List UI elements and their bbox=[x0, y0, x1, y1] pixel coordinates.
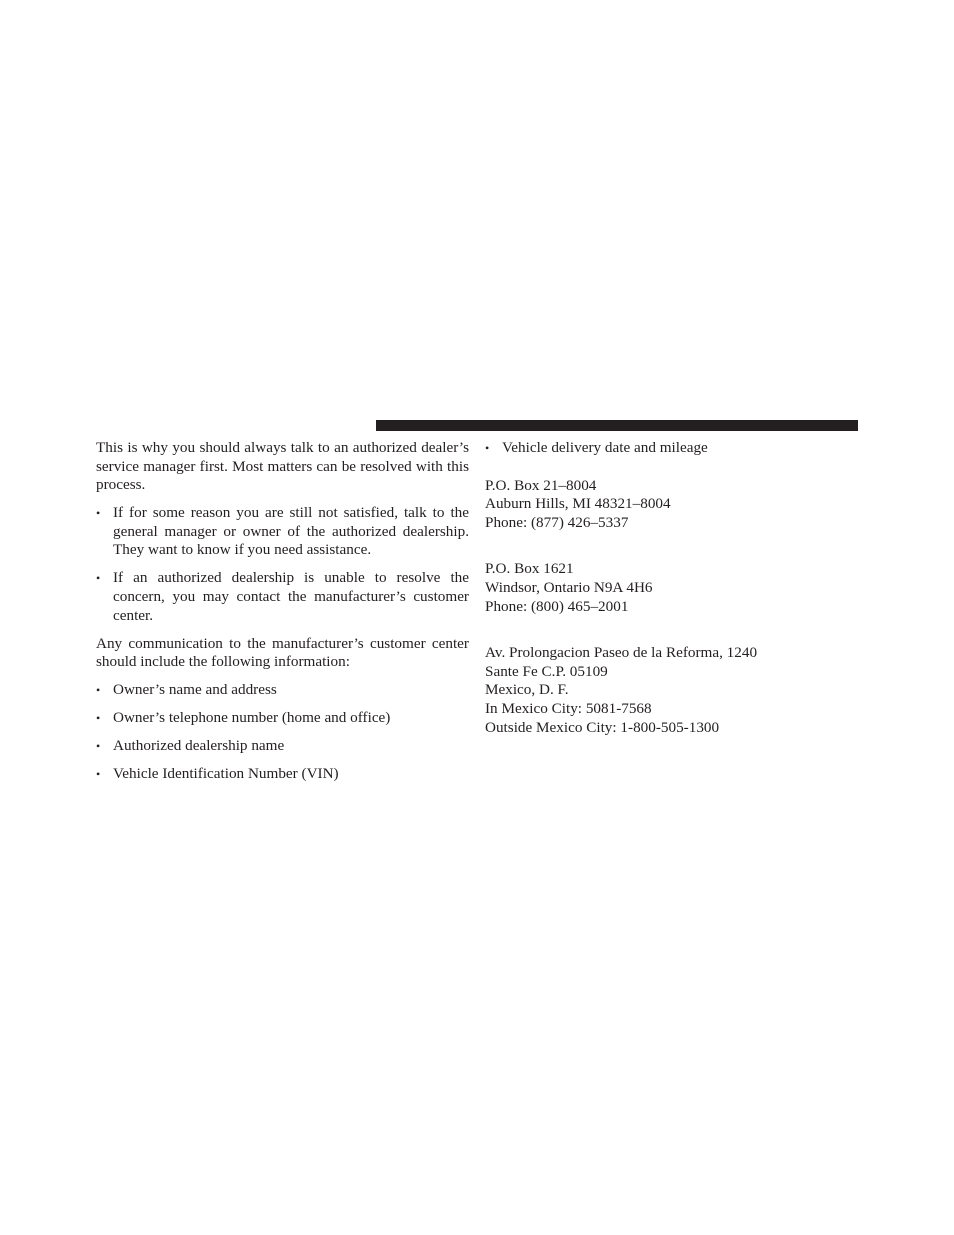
address-line: Windsor, Ontario N9A 4H6 bbox=[485, 578, 653, 596]
phone-number: Phone: (800) 465–2001 bbox=[485, 597, 629, 615]
bullet-icon: • bbox=[96, 506, 101, 521]
address-line: Auburn Hills, MI 48321–8004 bbox=[485, 495, 671, 513]
list-item-text: Authorized dealership name bbox=[113, 737, 285, 755]
section-header-bar bbox=[376, 420, 858, 431]
phone-number: Phone: (877) 426–5337 bbox=[485, 513, 629, 531]
list-item bbox=[96, 681, 469, 700]
bullet-icon: • bbox=[96, 571, 101, 586]
bullet-icon: • bbox=[96, 739, 101, 754]
escalation-steps-list bbox=[96, 504, 469, 625]
list-item bbox=[96, 504, 469, 560]
address-line: Mexico, D. F. bbox=[485, 681, 569, 699]
list-item bbox=[96, 737, 469, 756]
address-block-canada bbox=[485, 560, 858, 616]
address-line: P.O. Box 21–8004 bbox=[485, 476, 597, 494]
required-info-list bbox=[96, 681, 469, 784]
address-line: Sante Fe C.P. 05109 bbox=[485, 662, 608, 680]
phone-number: In Mexico City: 5081-7568 bbox=[485, 699, 652, 717]
address-line: P.O. Box 1621 bbox=[485, 560, 574, 578]
list-item bbox=[96, 569, 469, 625]
bullet-icon: • bbox=[485, 441, 490, 455]
bullet-icon: • bbox=[96, 767, 101, 782]
left-column bbox=[96, 439, 469, 793]
list-item bbox=[485, 439, 858, 458]
bullet-icon: • bbox=[96, 711, 101, 726]
required-info-list-continued bbox=[485, 439, 858, 458]
list-item-text: Owner’s telephone number (home and office) bbox=[113, 709, 391, 727]
list-item-text: If for some reason you are still not satisfied, talk to the general manager or owner of the authorized dealership. They want to know if you need assistance. bbox=[113, 504, 469, 559]
phone-number: Outside Mexico City: 1-800-505-1300 bbox=[485, 718, 720, 736]
address-block-usa bbox=[485, 477, 858, 533]
address-line: Av. Prolongacion Paseo de la Reforma, 1240 bbox=[485, 644, 758, 662]
list-item-text: Owner’s name and address bbox=[113, 681, 277, 699]
address-block-mexico bbox=[485, 644, 858, 737]
right-column bbox=[485, 439, 858, 737]
list-item bbox=[96, 765, 469, 784]
list-item-text: If an authorized dealership is unable to resolve the concern, you may contact the manufacturer’s customer center. bbox=[113, 569, 469, 624]
list-item bbox=[96, 709, 469, 728]
list-item-text: Vehicle delivery date and mileage bbox=[502, 439, 708, 456]
bullet-icon: • bbox=[96, 683, 101, 698]
intro-paragraph: This is why you should always talk to an authorized dealer’s service manager first. Most matters can be resolved with this process. bbox=[96, 439, 469, 494]
list-item-text: Vehicle Identification Number (VIN) bbox=[113, 765, 339, 783]
communication-paragraph: Any communication to the manufacturer’s customer center should include the following information: bbox=[96, 634, 469, 671]
